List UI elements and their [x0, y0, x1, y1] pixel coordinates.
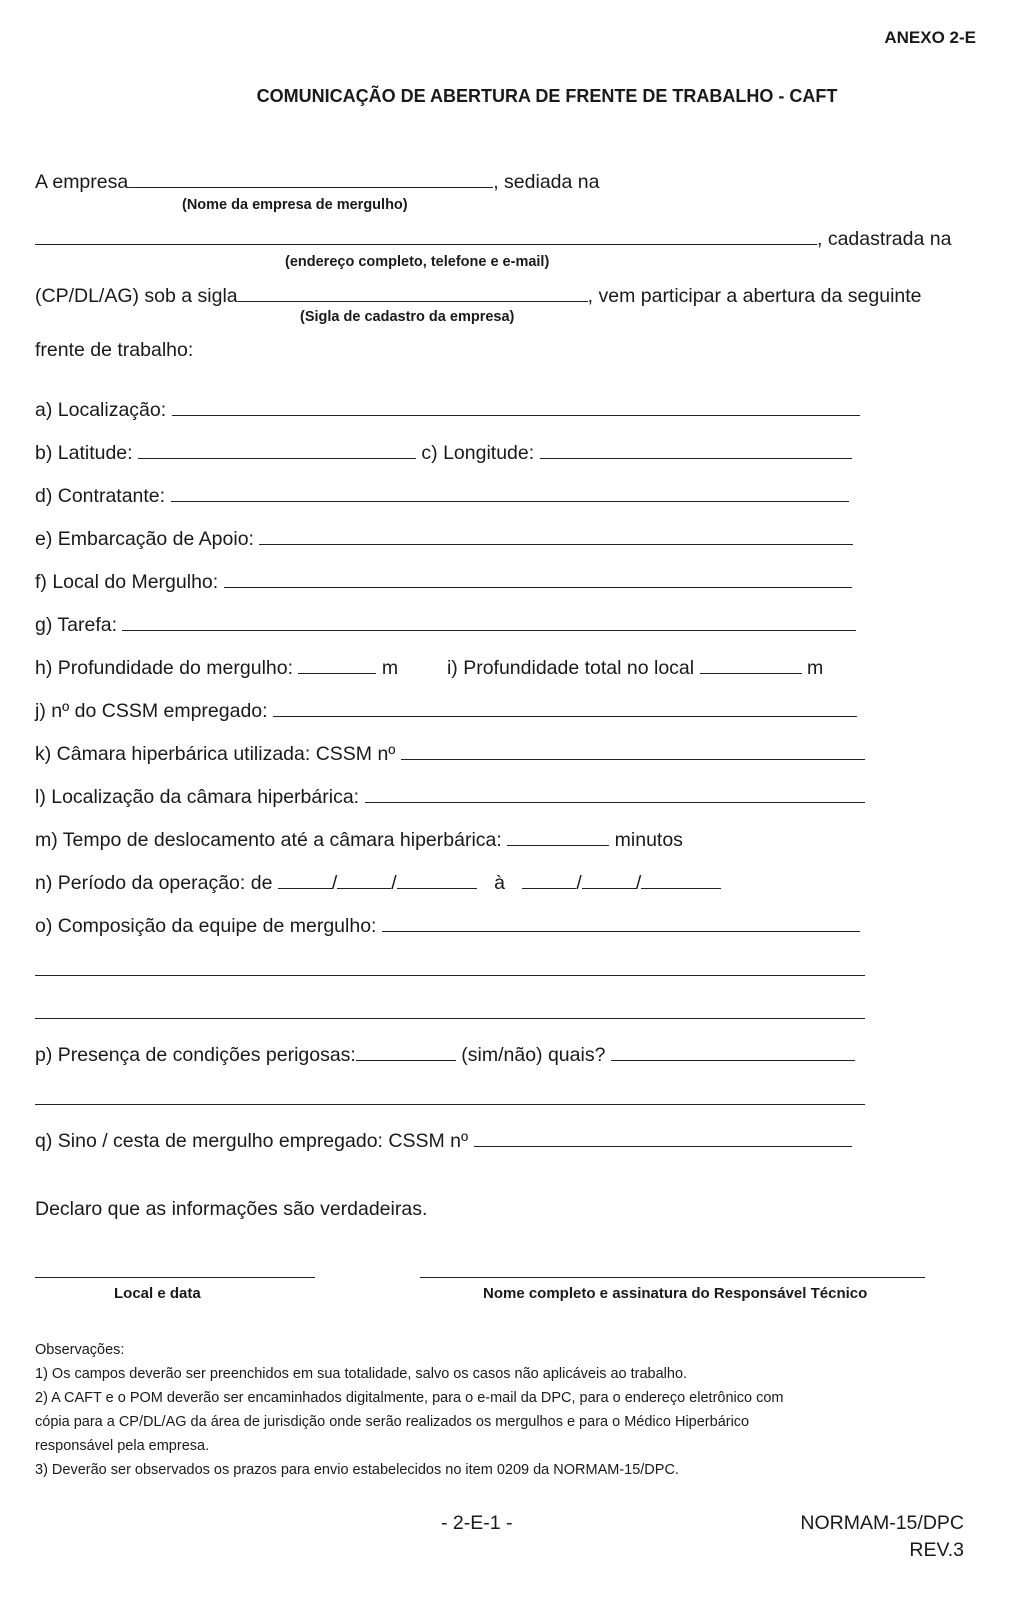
intro-closing: frente de trabalho: — [35, 339, 194, 361]
field-p-which-input[interactable] — [611, 1041, 855, 1061]
signature-line[interactable] — [420, 1277, 925, 1278]
field-f-line — [35, 568, 852, 594]
field-d-input[interactable] — [171, 482, 849, 502]
field-h-input[interactable] — [298, 654, 376, 674]
sigla-hint: (Sigla de cadastro da empresa) — [300, 309, 515, 325]
place-date-label: Local e data — [114, 1285, 201, 1302]
field-d-label: d) Contratante: — [35, 485, 166, 507]
field-e-input[interactable] — [259, 525, 853, 545]
field-o-extra-line-2[interactable] — [35, 1018, 865, 1019]
field-a-label: a) Localização: — [35, 399, 167, 421]
company-prefix: A empresa — [35, 171, 129, 193]
field-e-label: e) Embarcação de Apoio: — [35, 528, 254, 550]
field-f-label: f) Local do Mergulho: — [35, 571, 219, 593]
end-day-input[interactable] — [522, 869, 576, 889]
declaration: Declaro que as informações são verdadeiras. — [35, 1198, 428, 1220]
field-q-label: q) Sino / cesta de mergulho empregado: CSSM nº — [35, 1130, 469, 1152]
note-line: 1) Os campos deverão ser preenchidos em sua totalidade, salvo os casos não aplicáveis ao trabalho. — [35, 1366, 688, 1382]
company-line — [35, 168, 599, 194]
note-line: 3) Deverão ser observados os prazos para envio estabelecidos no item 0209 da NORMAM-15/DPC. — [35, 1462, 679, 1478]
sigla-suffix: , vem participar a abertura da seguinte — [587, 285, 922, 307]
field-m-label: m) Tempo de deslocamento até a câmara hiperbárica: — [35, 829, 502, 851]
start-month-input[interactable] — [337, 869, 391, 889]
signature-label: Nome completo e assinatura do Responsável Técnico — [483, 1285, 868, 1302]
field-g-label: g) Tarefa: — [35, 614, 118, 636]
address-hint: (endereço completo, telefone e e-mail) — [285, 254, 550, 270]
revision-label: REV.3 — [909, 1539, 964, 1561]
field-m-input[interactable] — [507, 826, 609, 846]
company-name-field[interactable] — [128, 168, 493, 188]
date-separator: / — [331, 872, 338, 894]
note-line: 2) A CAFT e o POM deverão ser encaminhados digitalmente, para o e-mail da DPC, para o endereço eletrônico com — [35, 1390, 784, 1406]
address-line — [35, 225, 951, 251]
field-i-unit: m — [806, 657, 824, 679]
place-date-line[interactable] — [35, 1277, 315, 1278]
field-b-label: b) Latitude: — [35, 442, 133, 464]
field-p-label: p) Presença de condições perigosas: — [35, 1044, 356, 1066]
document-title: COMUNICAÇÃO DE ABERTURA DE FRENTE DE TRABALHO - CAFT — [256, 86, 838, 106]
field-d-line — [35, 482, 849, 508]
field-k-line — [35, 740, 865, 766]
field-m-unit: minutos — [614, 829, 683, 851]
field-b-input[interactable] — [138, 439, 416, 459]
company-hint: (Nome da empresa de mergulho) — [182, 197, 408, 213]
field-c-input[interactable] — [540, 439, 852, 459]
field-o-line — [35, 912, 860, 938]
field-i-label: i) Profundidade total no local — [446, 657, 695, 679]
sigla-line — [35, 282, 922, 308]
field-n-label: n) Período da operação: de — [35, 872, 273, 894]
field-k-input[interactable] — [401, 740, 865, 760]
end-month-input[interactable] — [582, 869, 636, 889]
field-p-yesno-input[interactable] — [356, 1041, 456, 1061]
field-g-input[interactable] — [122, 611, 856, 631]
sigla-field[interactable] — [238, 282, 588, 302]
field-j-line — [35, 697, 857, 723]
date-separator: / — [391, 872, 397, 894]
notes-heading: Observações: — [35, 1342, 125, 1358]
field-l-line — [35, 783, 865, 809]
start-day-input[interactable] — [278, 869, 332, 889]
field-e-line — [35, 525, 853, 551]
field-l-label: l) Localização da câmara hiperbárica: — [35, 786, 360, 808]
address-suffix: , cadastrada na — [817, 228, 952, 250]
field-n-to: à — [494, 872, 505, 894]
field-o-extra-line-1[interactable] — [35, 975, 865, 976]
field-g-line — [35, 611, 856, 637]
field-f-input[interactable] — [224, 568, 852, 588]
field-o-input[interactable] — [382, 912, 860, 932]
note-line: responsável pela empresa. — [35, 1438, 210, 1454]
end-year-input[interactable] — [641, 869, 721, 889]
field-m-line — [35, 826, 683, 852]
note-line: cópia para a CP/DL/AG da área de jurisdição onde serão realizados os mergulhos e para o Médico Hiperbárico — [35, 1414, 750, 1430]
field-n-line — [35, 869, 721, 895]
field-q-input[interactable] — [474, 1127, 852, 1147]
field-l-input[interactable] — [365, 783, 865, 803]
field-j-input[interactable] — [273, 697, 857, 717]
field-j-label: j) nº do CSSM empregado: — [35, 700, 268, 722]
field-c-label: c) Longitude: — [421, 442, 535, 464]
page-number: - 2-E-1 - — [441, 1512, 513, 1534]
field-bc-line — [35, 439, 852, 465]
field-k-label: k) Câmara hiperbárica utilizada: CSSM nº — [35, 743, 396, 765]
sigla-prefix: (CP/DL/AG) sob a sigla — [35, 285, 238, 307]
field-a-input[interactable] — [172, 396, 860, 416]
field-i-input[interactable] — [700, 654, 802, 674]
field-hi-line — [35, 654, 823, 680]
field-p-mid: (sim/não) quais? — [461, 1044, 606, 1066]
field-p-line — [35, 1041, 855, 1067]
field-h-unit: m — [381, 657, 399, 679]
start-year-input[interactable] — [397, 869, 477, 889]
doc-reference: NORMAM-15/DPC — [800, 1512, 964, 1534]
address-field[interactable] — [35, 225, 817, 245]
annex-label: ANEXO 2-E — [884, 28, 976, 47]
field-a-line — [35, 396, 860, 422]
field-p-extra-line[interactable] — [35, 1104, 865, 1105]
date-separator: / — [576, 872, 582, 894]
field-o-label: o) Composição da equipe de mergulho: — [35, 915, 377, 937]
date-separator: / — [635, 872, 642, 894]
company-suffix: , sediada na — [493, 171, 600, 193]
field-q-line — [35, 1127, 852, 1153]
field-h-label: h) Profundidade do mergulho: — [35, 657, 294, 679]
